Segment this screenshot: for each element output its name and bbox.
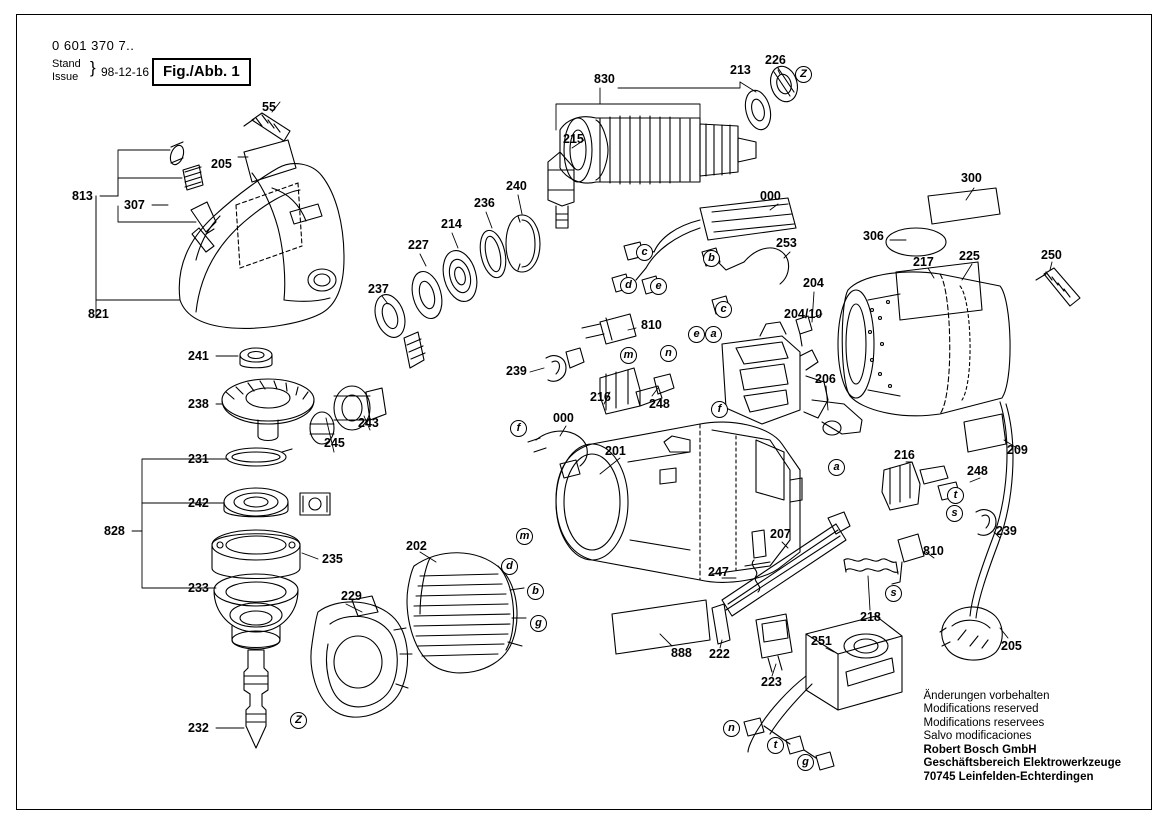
callout-235: 235 — [322, 552, 343, 566]
callout-206: 206 — [815, 372, 836, 386]
callout-239-left: 239 — [506, 364, 527, 378]
brace-glyph: } — [90, 58, 96, 77]
callout-214: 214 — [441, 217, 462, 231]
callout-239-right: 239 — [996, 524, 1017, 538]
callout-828: 828 — [104, 524, 125, 538]
note-fr: Modifications reservees — [923, 716, 1045, 729]
note-de: Änderungen vorbehalten — [923, 689, 1050, 702]
callout-215: 215 — [563, 132, 584, 146]
callout-237: 237 — [368, 282, 389, 296]
callout-251: 251 — [811, 634, 832, 648]
issue-date: 98-12-16 — [101, 65, 150, 79]
callout-810-right: 810 — [923, 544, 944, 558]
company-division: Geschäftsbereich Elektrowerkzeuge — [923, 757, 1121, 769]
callout-227: 227 — [408, 238, 429, 252]
callout-253: 253 — [776, 236, 797, 250]
callout-213: 213 — [730, 63, 751, 77]
callout-204: 204 — [803, 276, 824, 290]
callout-216-left: 216 — [590, 390, 611, 404]
callout-248-left: 248 — [649, 397, 670, 411]
callout-247: 247 — [708, 565, 729, 579]
callout-216-right: 216 — [894, 448, 915, 462]
marker-g-1: g — [530, 615, 547, 632]
marker-a-2: a — [828, 459, 845, 476]
marker-z-top: Z — [795, 66, 812, 83]
callout-810-left: 810 — [641, 318, 662, 332]
callout-000-left: 000 — [553, 411, 574, 425]
callout-813: 813 — [72, 189, 93, 203]
marker-c-1: c — [636, 244, 653, 261]
callout-240: 240 — [506, 179, 527, 193]
callout-201: 201 — [605, 444, 626, 458]
callout-241: 241 — [188, 349, 209, 363]
callout-238: 238 — [188, 397, 209, 411]
callout-233: 233 — [188, 581, 209, 595]
callout-205: 205 — [211, 157, 232, 171]
callout-229: 229 — [341, 589, 362, 603]
callout-232: 232 — [188, 721, 209, 735]
callout-248-right: 248 — [967, 464, 988, 478]
marker-a-1: a — [705, 326, 722, 343]
callout-223: 223 — [761, 675, 782, 689]
company-address: 70745 Leinfelden-Echterdingen — [923, 770, 1094, 783]
callout-000-top: 000 — [760, 189, 781, 203]
marker-e-1: e — [650, 278, 667, 295]
callout-236: 236 — [474, 196, 495, 210]
callout-209: 209 — [1007, 443, 1028, 457]
marker-f-2: f — [510, 420, 527, 437]
marker-c-2: c — [715, 301, 732, 318]
callout-204-10: 204/10 — [784, 307, 823, 321]
marker-t-1: t — [947, 487, 964, 504]
footer-notes — [924, 690, 1122, 785]
marker-d-2: d — [501, 558, 518, 575]
marker-s-1: s — [946, 505, 963, 522]
callout-250: 250 — [1041, 248, 1062, 262]
marker-e-2: e — [688, 326, 705, 343]
callout-226: 226 — [765, 53, 786, 67]
company-name: Robert Bosch GmbH — [923, 743, 1037, 756]
callout-243: 243 — [358, 416, 379, 430]
callout-300: 300 — [961, 171, 982, 185]
callout-207: 207 — [770, 527, 791, 541]
callout-242: 242 — [188, 496, 209, 510]
marker-m-1: m — [620, 347, 637, 364]
callout-245: 245 — [324, 436, 345, 450]
callout-225: 225 — [959, 249, 980, 263]
marker-g-2: g — [797, 754, 814, 771]
marker-d-1: d — [620, 277, 637, 294]
callout-830: 830 — [594, 72, 615, 86]
marker-t-2: t — [767, 737, 784, 754]
callout-307: 307 — [124, 198, 145, 212]
figure-label: Fig./Abb. 1 — [152, 58, 251, 86]
marker-z-bottom: Z — [290, 712, 307, 729]
marker-b-1: b — [703, 250, 720, 267]
note-es: Salvo modificaciones — [923, 730, 1032, 742]
callout-55: 55 — [262, 100, 276, 114]
callout-205-bottom: 205 — [1001, 639, 1022, 653]
part-number-code: 0 601 370 7.. — [52, 38, 135, 53]
marker-n-2: n — [723, 720, 740, 737]
callout-888: 888 — [671, 646, 692, 660]
marker-s-2: s — [885, 585, 902, 602]
marker-n-1: n — [660, 345, 677, 362]
callout-231: 231 — [188, 452, 209, 466]
callout-218: 218 — [860, 610, 881, 624]
marker-m-2: m — [516, 528, 533, 545]
callout-202: 202 — [406, 539, 427, 553]
callout-222: 222 — [709, 647, 730, 661]
note-en: Modifications reserved — [923, 703, 1039, 715]
callout-821: 821 — [88, 307, 109, 321]
marker-b-2: b — [527, 583, 544, 600]
marker-f-1: f — [711, 401, 728, 418]
callout-217: 217 — [913, 255, 934, 269]
callout-306: 306 — [863, 229, 884, 243]
stand-issue-label: Stand Issue — [52, 58, 81, 83]
